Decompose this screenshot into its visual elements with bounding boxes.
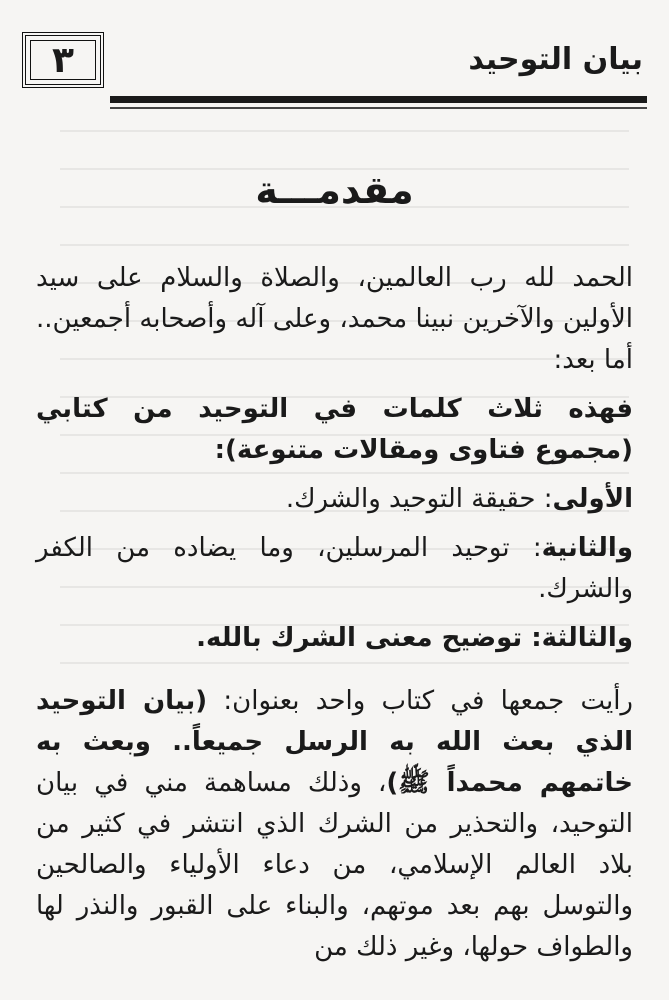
list-item-third-label: والثالثة xyxy=(541,623,633,653)
list-item-first-label: الأولى xyxy=(552,484,633,514)
list-item-first-text: : حقيقة التوحيد والشرك. xyxy=(285,484,553,514)
list-item-second xyxy=(36,528,633,610)
page-header xyxy=(22,32,647,94)
intro-paragraph: الحمد لله رب العالمين، والصلاة والسلام على سيد الأولين والآخرين نبينا محمد، وعلى آله وأصحابه أجمعين.. أما بعد: xyxy=(36,263,633,375)
page-number: ٣ xyxy=(22,32,104,88)
section-heading: مقدمـــة xyxy=(255,168,414,212)
running-title: بيان التوحيد xyxy=(468,42,643,77)
book-title-quote: (بيان التوحيد الذي بعث الله به الرسل جميعاً.. وبعث به خاتمهم محمداً ﷺ) xyxy=(36,686,633,798)
body-text xyxy=(36,258,633,976)
list-item-third-text: : توضيح معنى الشرك بالله. xyxy=(196,623,542,653)
list-item-third xyxy=(36,618,633,659)
purpose-paragraph xyxy=(36,681,633,968)
list-item-second-text: : توحيد المرسلين، وما يضاده من الكفر والشرك. xyxy=(36,533,633,604)
header-rule-thick xyxy=(110,96,647,103)
header-rule-thin xyxy=(110,107,647,109)
purpose-intro: رأيت جمعها في كتاب واحد بعنوان: xyxy=(207,686,633,716)
list-item-first xyxy=(36,479,633,520)
contents-paragraph: فهذه ثلاث كلمات في التوحيد من كتابي (مجموع فتاوى ومقالات متنوعة): xyxy=(36,394,633,465)
list-item-second-label: والثانية xyxy=(541,533,633,563)
purpose-body: ، وذلك مساهمة مني في بيان التوحيد، والتحذير من الشرك الذي انتشر في كثير من بلاد العالم الإسلامي، من دعاء الأولياء والصالحين والتوسل بهم بعد موتهم، والبناء على القبور والنذر لها والطواف حولها، وغير ذلك من xyxy=(36,768,633,962)
